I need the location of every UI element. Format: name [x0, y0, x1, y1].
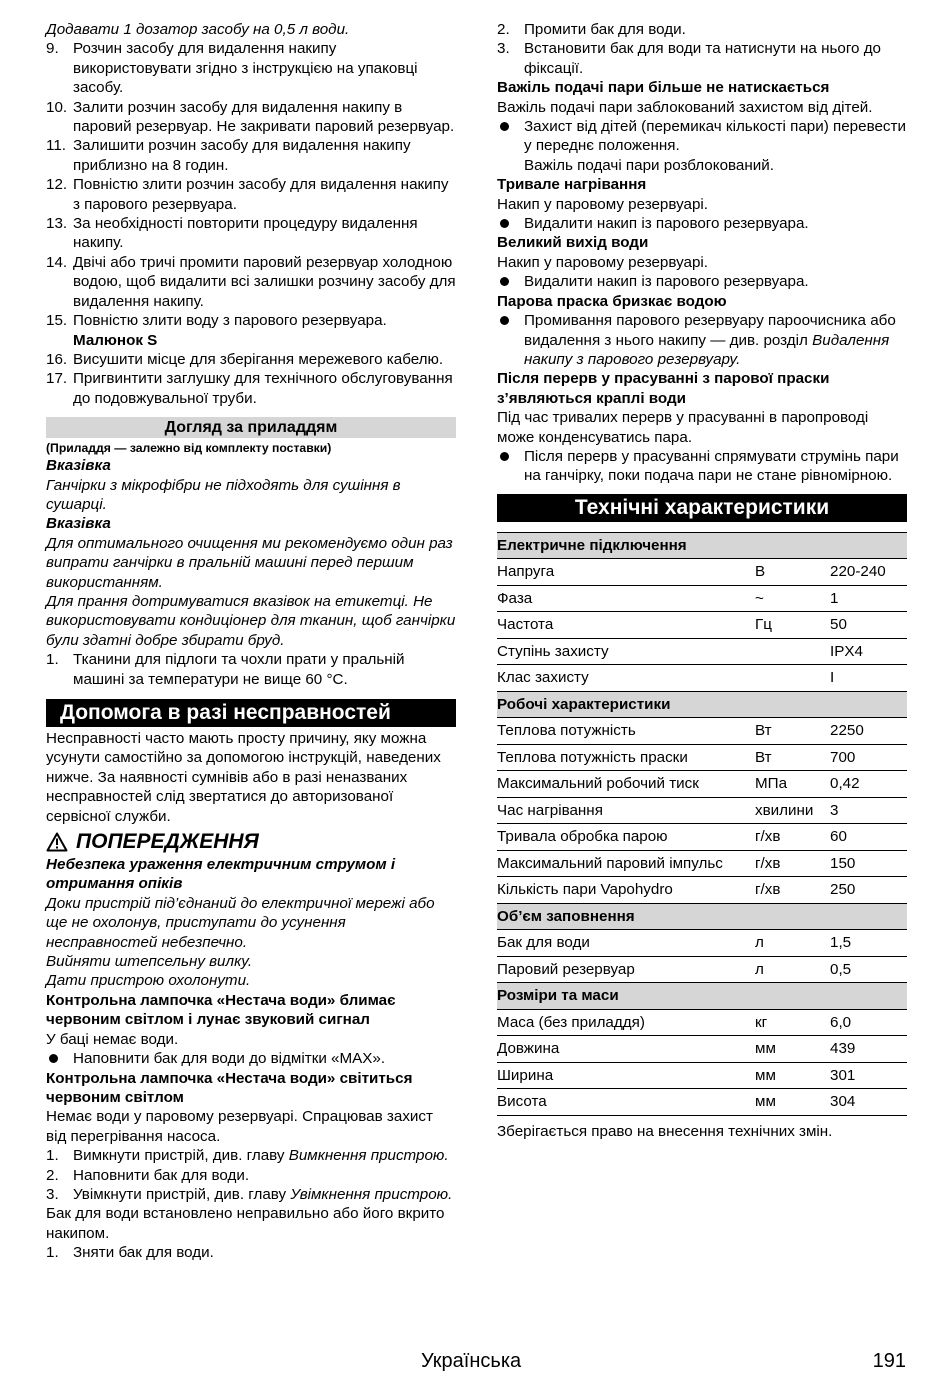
remedy-step: [46, 1185, 456, 1204]
step-number: 1.: [46, 1244, 59, 1262]
warning-subtitle: Небезпека ураження електричним струмом і отримання опіків: [46, 856, 396, 893]
remedy-step: [497, 39, 907, 78]
spec-label: Напруга: [497, 559, 755, 586]
bullet-icon: [497, 214, 524, 233]
spec-unit: [755, 638, 830, 665]
spec-value: 304: [830, 1089, 907, 1116]
chapter-ref: Вимкнення пристрою.: [288, 1147, 449, 1165]
spec-row: [497, 956, 907, 983]
note-text: Для оптимального очищення ми рекомендуємо один раз випрати ганчірки в пральній машині перед першим використанням.: [46, 534, 453, 591]
spec-label: Маса (без приладдя): [497, 1009, 755, 1036]
warning-text: Доки пристрій під’єднаний до електричної мережі або ще не охолонув, приступати до усунення несправностей небезпечно.: [46, 894, 435, 951]
spec-label: Висота: [497, 1089, 755, 1116]
step-text: Тканини для підлоги та чохли прати у пральній машині за температури не вище 60 °C.: [73, 651, 405, 688]
instruction-step: [46, 369, 456, 408]
descaling-steps: [46, 39, 456, 330]
step-text: За необхідності повторити процедуру видалення накипу.: [73, 215, 418, 252]
remedy-text-part: Захист від дітей (перемикач кількості пари) перевести у переднє положення.: [524, 118, 906, 155]
spec-unit: ~: [755, 585, 830, 612]
spec-row: [497, 585, 907, 612]
spec-note: Зберігається право на внесення технічних змін.: [497, 1122, 833, 1140]
spec-label: Довжина: [497, 1036, 755, 1063]
spec-value: 150: [830, 850, 907, 877]
troubleshooting-section-title: Допомога в разі несправностей: [46, 699, 456, 727]
fault-heading: Парова праска бризкає водою: [497, 292, 727, 310]
spec-value: IPX4: [830, 638, 907, 665]
spec-group-row: [497, 532, 907, 559]
care-subtitle: (Приладдя — залежно від комплекту поставки): [46, 441, 332, 456]
spec-unit: г/хв: [755, 850, 830, 877]
warning-text: Дати пристрою охолонути.: [46, 972, 251, 990]
spec-label: Час нагрівання: [497, 797, 755, 824]
footer-language: Українська: [421, 1350, 522, 1372]
fault-cause: Накип у паровому резервуарі.: [497, 253, 709, 271]
instruction-step: [46, 175, 456, 214]
fault-remedy: [497, 447, 907, 486]
spec-unit: Гц: [755, 612, 830, 639]
note-text: Для прання дотримуватися вказівок на етикетці. Не використовувати кондиціонер для тканин, щоб ганчірки були здатні добре збирати бруд.: [46, 592, 456, 649]
spec-row: [497, 1036, 907, 1063]
fault-heading: Тривале нагрівання: [497, 176, 647, 194]
spec-unit: г/хв: [755, 877, 830, 904]
step-number: 2.: [46, 1166, 59, 1184]
spec-row: [497, 1089, 907, 1116]
remedy-text: Наповнити бак для води до відмітки «MAX».: [73, 1050, 386, 1068]
step-text: Промити бак для води.: [524, 21, 686, 38]
warning-text: Вийняти штепсельну вилку.: [46, 953, 253, 971]
page-number: 191: [872, 1350, 906, 1372]
spec-unit: л: [755, 930, 830, 957]
step-number: 14.: [46, 253, 68, 271]
spec-unit: кг: [755, 1009, 830, 1036]
instruction-step: [46, 253, 456, 311]
note-text: Ганчірки з мікрофібри не підходять для сушіння в сушарці.: [46, 476, 401, 513]
spec-group-row: [497, 983, 907, 1010]
step-text: Зняти бак для води.: [73, 1244, 214, 1262]
step-number: 1.: [46, 651, 59, 669]
instruction-step: [46, 350, 456, 369]
spec-unit: Вт: [755, 744, 830, 771]
spec-group-title: Робочі характеристики: [497, 691, 907, 718]
fault-cause: Накип у паровому резервуарі.: [497, 195, 709, 213]
remedy-text: [524, 117, 907, 175]
spec-unit: В: [755, 559, 830, 586]
spec-row: [497, 771, 907, 798]
step-text: Двічі або тричі промити паровий резервуар холодною водою, щоб видалити всі залишки розчину засобу для видалення накипу.: [73, 253, 456, 310]
remedy-step: [497, 20, 907, 39]
spec-value: 6,0: [830, 1009, 907, 1036]
bullet-icon: [497, 272, 524, 291]
step-text: Повністю злити воду з парового резервуара.: [73, 312, 387, 330]
spec-unit: г/хв: [755, 824, 830, 851]
spec-label: Ступінь захисту: [497, 638, 755, 665]
step-text: [73, 1146, 456, 1165]
spec-value: 60: [830, 824, 907, 851]
care-step: [46, 650, 456, 689]
step-number: 10.: [46, 98, 68, 116]
spec-value: 1: [830, 585, 907, 612]
spec-row: [497, 718, 907, 745]
right-column: [497, 20, 907, 1141]
spec-label: Ширина: [497, 1062, 755, 1089]
note-label: Вказівка: [46, 515, 111, 533]
step-text: Наповнити бак для води.: [73, 1166, 250, 1184]
spec-label: Максимальний паровий імпульс: [497, 850, 755, 877]
spec-label: Кількість пари Vapohydro: [497, 877, 755, 904]
spec-unit: мм: [755, 1089, 830, 1116]
remedy-step: [46, 1146, 456, 1165]
remedy-step: [46, 1243, 456, 1262]
step-number: 15.: [46, 312, 68, 330]
fault-cause: Бак для води встановлено неправильно або його вкрито накипом.: [46, 1205, 445, 1242]
remedy-text: Видалити накип із парового резервуара.: [524, 273, 809, 291]
spec-group-title: Електричне підключення: [497, 532, 907, 559]
fault-remedy: [497, 272, 907, 291]
step-number: 11.: [46, 137, 66, 155]
fault-cause: Важіль подачі пари заблокований захистом від дітей.: [497, 98, 873, 116]
spec-group-title: Об’єм заповнення: [497, 903, 907, 930]
spec-row: [497, 612, 907, 639]
spec-label: Частота: [497, 612, 755, 639]
spec-label: Бак для води: [497, 930, 755, 957]
spec-value: 700: [830, 744, 907, 771]
step-text-part: Увімкнути пристрій, див. главу: [73, 1185, 291, 1203]
warning-heading: [46, 828, 456, 855]
step-text: Залити розчин засобу для видалення накипу в паровий резервуар. Не закривати паровий резервуар.: [73, 98, 455, 136]
spec-unit: хвилини: [755, 797, 830, 824]
step-text: Пригвинтити заглушку для технічного обслуговування до подовжувальної труби.: [73, 370, 453, 407]
bullet-icon: [497, 447, 524, 486]
intro-line: Додавати 1 дозатор засобу на 0,5 л води.: [46, 21, 350, 38]
spec-unit: л: [755, 956, 830, 983]
spec-value: 0,5: [830, 956, 907, 983]
remedy-text: Після перерв у прасуванні спрямувати струмінь пари на ганчірку, поки подача пари не стане рівномірною.: [524, 447, 899, 485]
bullet-icon: [497, 311, 524, 369]
step-number: 1.: [46, 1147, 59, 1165]
spec-label: Тривала обробка парою: [497, 824, 755, 851]
fault-heading: Контрольна лампочка «Нестача води» блимає червоним світлом і лунає звуковий сигнал: [46, 991, 396, 1029]
step-number: 17.: [46, 370, 68, 388]
step-number: 13.: [46, 215, 68, 233]
step-text: Розчин засобу для видалення накипу використовувати згідно з інструкцією на упаковці засобу.: [73, 40, 418, 97]
remedy-text: Видалити накип із парового резервуара.: [524, 215, 809, 233]
spec-value: 1,5: [830, 930, 907, 957]
chapter-ref: Видалення накипу з парового резервуару.: [524, 331, 890, 368]
spec-label: Теплова потужність: [497, 718, 755, 745]
spec-value: 220-240: [830, 559, 907, 586]
care-section-title: Догляд за приладдям: [46, 417, 456, 438]
spec-value: 439: [830, 1036, 907, 1063]
spec-row: [497, 1062, 907, 1089]
step-text: Повністю злити розчин засобу для видалення накипу з парового резервуара.: [73, 176, 449, 213]
spec-unit: [755, 665, 830, 692]
fault-heading: Контрольна лампочка «Нестача води» світиться червоним світлом: [46, 1069, 413, 1106]
step-text-part: Вимкнути пристрій, див. главу: [73, 1147, 289, 1165]
step-number: 16.: [46, 350, 68, 368]
warning-title: ПОПЕРЕДЖЕННЯ: [76, 830, 259, 854]
step-number: 3.: [497, 40, 510, 58]
bullet-icon: [497, 117, 524, 175]
instruction-step: [46, 98, 456, 137]
fault-remedy: [497, 311, 907, 369]
spec-unit: мм: [755, 1036, 830, 1063]
spec-row: [497, 744, 907, 771]
fault-cause: Під час тривалих перерв у прасуванні в паропроводі може конденсуватись пара.: [497, 409, 869, 446]
fault-heading: Великий вихід води: [497, 234, 649, 252]
spec-group-row: [497, 691, 907, 718]
spec-row: [497, 797, 907, 824]
spec-unit: мм: [755, 1062, 830, 1089]
spec-row: [497, 638, 907, 665]
remedy-step: [46, 1166, 456, 1185]
step-number: 2.: [497, 21, 510, 38]
spec-value: 301: [830, 1062, 907, 1089]
spec-value: I: [830, 665, 907, 692]
tech-specs-title: Технічні характеристики: [497, 494, 907, 522]
spec-label: Паровий резервуар: [497, 956, 755, 983]
spec-label: Максимальний робочий тиск: [497, 771, 755, 798]
spec-value: 2250: [830, 718, 907, 745]
fault-cause: Немає води у паровому резервуарі. Спрацював захист від перегрівання насоса.: [46, 1108, 433, 1145]
spec-unit: МПа: [755, 771, 830, 798]
fault-heading: Після перерв у прасуванні з парової праски з’являються краплі води: [497, 370, 830, 407]
fault-cause: У баці немає води.: [46, 1030, 179, 1048]
spec-value: 50: [830, 612, 907, 639]
descaling-steps-2: [46, 350, 456, 408]
step-text: Висушити місце для зберігання мережевого кабелю.: [73, 350, 444, 368]
instruction-step: [46, 39, 456, 97]
spec-row: [497, 930, 907, 957]
remedy-text-part: Важіль подачі пари розблокований.: [524, 156, 774, 174]
spec-row: [497, 877, 907, 904]
step-number: 3.: [46, 1185, 59, 1203]
spec-row: [497, 1009, 907, 1036]
remedy-text-part: Промивання парового резервуару пароочисника або видалення з нього накипу — див. розділ: [524, 312, 896, 349]
spec-label: Теплова потужність праски: [497, 744, 755, 771]
spec-row: [497, 665, 907, 692]
spec-label: Клас захисту: [497, 665, 755, 692]
left-column: [46, 20, 456, 1263]
step-text: Залишити розчин засобу для видалення накипу приблизно на 8 годин.: [73, 137, 411, 174]
bullet-icon: [46, 1049, 73, 1068]
fault-heading: Важіль подачі пари більше не натискається: [497, 79, 830, 97]
spec-row: [497, 824, 907, 851]
spec-group-row: [497, 903, 907, 930]
remedy-text: [524, 311, 907, 369]
figure-ref: Малюнок S: [73, 331, 158, 349]
note-label: Вказівка: [46, 457, 111, 475]
chapter-ref: Увімкнення пристрою.: [290, 1185, 453, 1203]
instruction-step: [46, 214, 456, 253]
instruction-step: [46, 311, 456, 330]
spec-value: 0,42: [830, 771, 907, 798]
spec-group-title: Розміри та маси: [497, 983, 907, 1010]
fault-remedy: [46, 1049, 456, 1068]
step-text: Встановити бак для води та натиснути на нього до фіксації.: [524, 40, 882, 77]
troubleshooting-intro: Несправності часто мають просту причину, яку можна усунути самостійно за допомогою інструкцій, наведених нижче. За наявності сумнівів або в разі неназваних несправностей слід звертатися до авторизованої сервісної служби.: [46, 730, 441, 825]
fault-remedy: [497, 214, 907, 233]
spec-value: 250: [830, 877, 907, 904]
step-number: 9.: [46, 40, 59, 58]
instruction-step: [46, 136, 456, 175]
tech-specs-table: [497, 532, 907, 1116]
step-number: 12.: [46, 176, 68, 194]
warning-triangle-icon: [46, 832, 68, 852]
step-text: [73, 1185, 456, 1204]
spec-row: [497, 559, 907, 586]
spec-row: [497, 850, 907, 877]
spec-label: Фаза: [497, 585, 755, 612]
fault-remedy: [497, 117, 907, 175]
spec-unit: Вт: [755, 718, 830, 745]
spec-value: 3: [830, 797, 907, 824]
